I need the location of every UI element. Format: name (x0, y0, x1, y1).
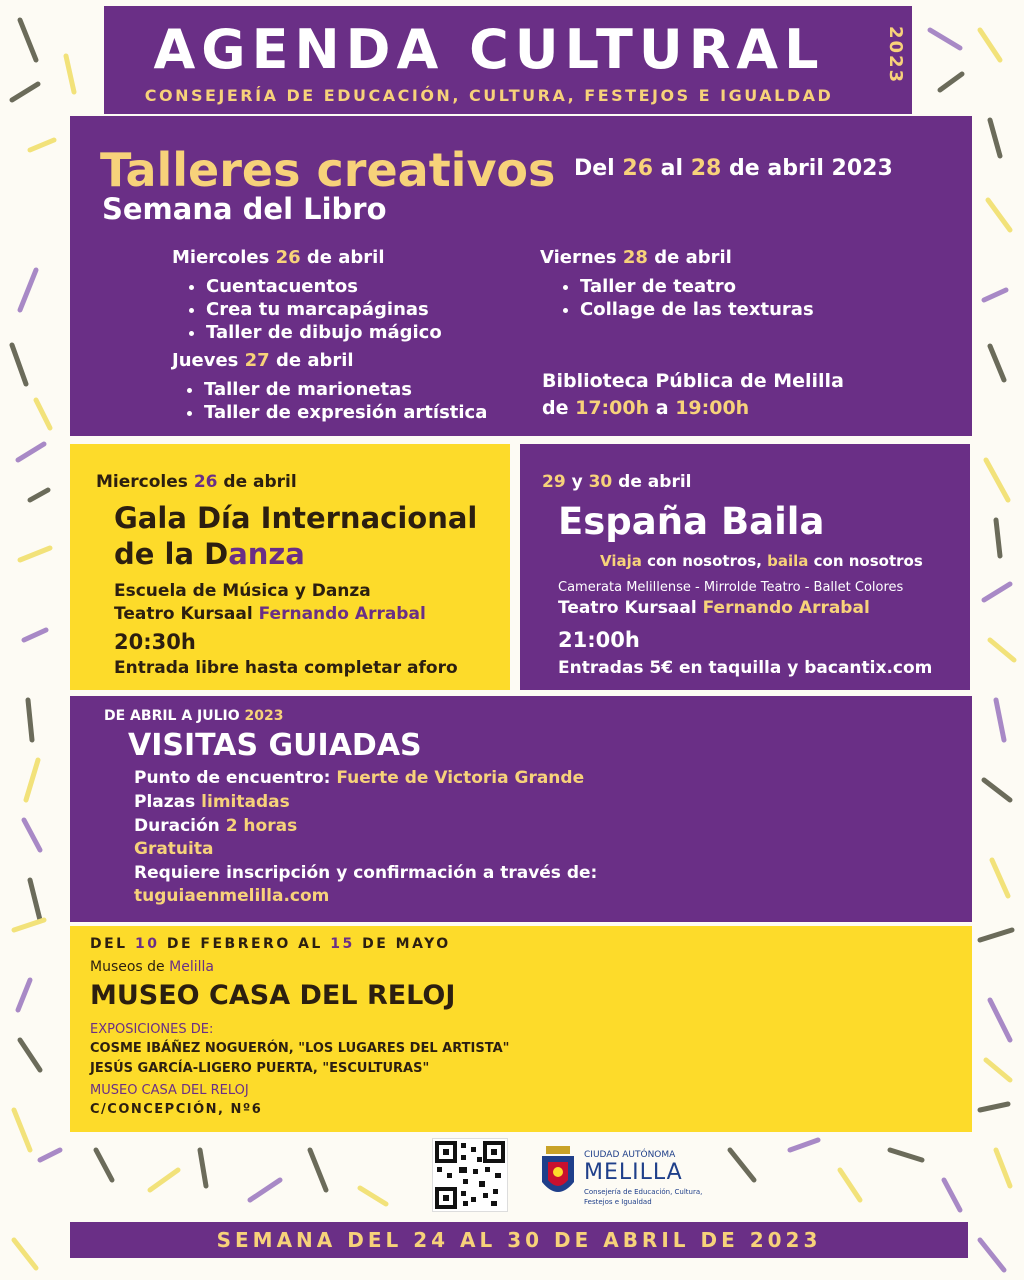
gala-date: Miercoles 26 de abril (96, 472, 297, 492)
espana-venue: Teatro Kursaal Fernando Arrabal (558, 598, 870, 618)
melilla-crest-icon (538, 1146, 578, 1202)
museo-expo-1: COSME IBÁÑEZ NOGUERÓN, "LOS LUGARES DEL ARTISTA" (90, 1041, 510, 1056)
gala-title: Gala Día Internacional de la Danza (114, 501, 478, 571)
espana-date: 29 y 30 de abril (542, 472, 692, 492)
qr-code-icon[interactable] (432, 1138, 508, 1212)
museo-expo-2: JESÚS GARCÍA-LIGERO PUERTA, "ESCULTURAS" (90, 1061, 430, 1076)
logo-line1: CIUDAD AUTÓNOMA (584, 1150, 676, 1160)
logo-line2: MELILLA (584, 1160, 683, 1185)
talleres-section (70, 116, 972, 436)
header-subtitle: CONSEJERÍA DE EDUCACIÓN, CULTURA, FESTEJOS E IGUALDAD (144, 86, 834, 105)
museo-place: MUSEO CASA DEL RELOJ (90, 1083, 249, 1098)
list-miercoles (172, 275, 442, 344)
visitas-web-link[interactable]: tuguiaenmelilla.com (134, 886, 330, 906)
gala-time: 20:30h (114, 630, 196, 654)
museo-museos: Museos de Melilla (90, 959, 214, 975)
list-viernes (546, 275, 814, 321)
list-item: • Taller de marionetas (204, 378, 487, 401)
talleres-location: Biblioteca Pública de Melilla de 17:00h a 19:00h (542, 370, 844, 419)
visitas-plazas: Plazas limitadas (134, 792, 290, 812)
list-item: • Collage de las texturas (580, 298, 814, 321)
espana-companies: Camerata Melillense - Mirrolde Teatro - Ballet Colores (558, 580, 904, 595)
header-year: 2023 (885, 26, 906, 85)
visitas-duracion: Duración 2 horas (134, 816, 298, 836)
gala-section (70, 444, 510, 690)
header-title: AGENDA CULTURAL (153, 18, 825, 81)
visitas-period: DE ABRIL A JULIO 2023 (104, 708, 284, 724)
espana-title: España Baila (558, 500, 825, 543)
museo-expos-label: EXPOSICIONES DE: (90, 1022, 214, 1037)
museo-section (70, 926, 972, 1132)
espana-time: 21:00h (558, 628, 640, 652)
logo-line3: Consejería de Educación, Cultura, (584, 1188, 703, 1196)
visitas-requiere: Requiere inscripción y confirmación a través de: (134, 863, 598, 883)
logo-line4: Festejos e Igualdad (584, 1198, 652, 1206)
footer-text: SEMANA DEL 24 AL 30 DE ABRIL DE 2023 (216, 1228, 822, 1252)
day-label-miercoles: Miercoles 26 de abril (172, 247, 385, 268)
day-label-jueves: Jueves 27 de abril (172, 350, 354, 371)
list-item: • Crea tu marcapáginas (206, 298, 442, 321)
espana-tickets: Entradas 5€ en taquilla y bacantix.com (558, 658, 933, 678)
museo-period: DEL 10 DE FEBRERO AL 15 DE MAYO (90, 936, 451, 952)
talleres-title: Talleres creativos (100, 143, 556, 197)
list-item: • Cuentacuentos (206, 275, 442, 298)
footer-banner (70, 1222, 968, 1258)
museo-title: MUSEO CASA DEL RELOJ (90, 980, 456, 1011)
talleres-subtitle: Semana del Libro (102, 192, 387, 226)
talleres-dates: Del 26 al 28 de abril 2023 (574, 156, 893, 181)
espana-baila-section (520, 444, 970, 690)
gala-venue: Escuela de Música y Danza Teatro Kursaal Fernando Arrabal (114, 581, 426, 624)
gala-entry: Entrada libre hasta completar aforo (114, 658, 458, 678)
day-label-viernes: Viernes 28 de abril (540, 247, 732, 268)
list-item: • Taller de expresión artística (204, 401, 487, 424)
espana-tagline: Viaja con nosotros, baila con nosotros (600, 552, 923, 570)
header-banner (104, 6, 912, 114)
visitas-meeting: Punto de encuentro: Fuerte de Victoria Grande (134, 768, 585, 788)
visitas-section (70, 696, 972, 922)
list-jueves (170, 378, 487, 424)
museo-address: C/CONCEPCIÓN, Nº6 (90, 1102, 263, 1117)
list-item: • Taller de dibujo mágico (206, 321, 442, 344)
visitas-title: VISITAS GUIADAS (128, 728, 422, 763)
visitas-gratuita: Gratuita (134, 839, 214, 859)
list-item: • Taller de teatro (580, 275, 814, 298)
melilla-logo (538, 1140, 718, 1216)
